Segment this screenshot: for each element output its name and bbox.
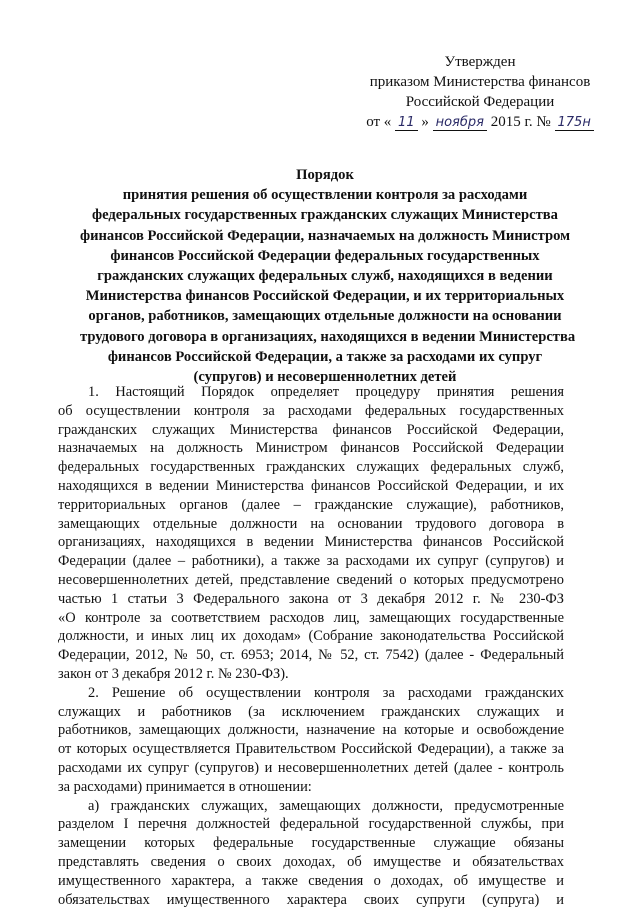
approval-line-3: Российской Федерации [405,94,555,110]
date-mid: » [421,114,429,130]
body-line: служащих и работников (за исключением гражданских служащих и [58,703,564,720]
body-line: работников, замещающих должности, назначение на которые и освобождение [58,722,564,739]
title-line: финансов Российской Федерации, а также за расходами их супруг [107,348,543,365]
approval-line-1: Утвержден [444,54,516,70]
body-line: Федерации (далее – работники), а также за расходами их супруг (супругов) и [58,553,564,570]
title-line: гражданских служащих федеральных служб, находящихся в ведении [97,268,553,285]
body-line: 1. Настоящий Порядок определяет процедуру принятия решения [88,384,564,400]
body-line: территориальных органов (далее – гражданские служащие), работников, [58,496,564,513]
title-line: органов, работников, замещающих отдельные должности на основании [88,308,562,325]
document-body [58,383,564,909]
title-line: Министерства финансов Российской Федерации, и их территориальных [85,288,565,305]
handwritten-number: 175н [555,116,594,131]
body-line: частью 1 статьи 3 Федерального закона от 3 декабря 2012 г. № 230-ФЗ [58,590,564,607]
body-line: от которых осуществляется Правительством Российской Федерации), а также за [58,741,564,758]
body-line: 2. Решение об осуществлении контроля за расходами гражданских [88,684,564,701]
body-line: расходами их супруг (супругов) и несовершеннолетних детей (далее - контроль [58,759,564,776]
body-line: Федерации, 2012, № 50, ст. 6953; 2014, № 52, ст. 7542) (далее - Федеральный [58,647,564,664]
body-line: имущественного характера, а также сведения о доходах, об имуществе и [58,872,564,889]
body-line: разделом I перечня должностей федеральной государственной службы, при [58,816,564,833]
body-line: несовершеннолетних детей, представление сведений о которых предусмотрено [58,571,564,588]
body-line: замещении которых федеральные государственные служащие обязаны [58,835,564,852]
title-heading: Порядок [296,167,354,183]
body-line: представлять сведения о своих доходах, об имуществе и обязательствах [58,853,564,870]
approval-block [340,52,620,132]
body-line: организациях, находящихся в ведении Министерства финансов Российской [58,534,564,551]
title-line: принятия решения об осуществлении контроля за расходами [122,187,528,204]
year-text: 2015 г. № [490,114,551,130]
body-line: федеральных государственных гражданских служащих федеральных служб, [58,459,564,476]
document-title [80,165,576,387]
body-line: закон от 3 декабря 2012 г. № 230-ФЗ). [58,665,289,682]
body-line: а) гражданских служащих, замещающих должности, предусмотренные [88,797,564,814]
title-line: трудового договора в организациях, находящихся в ведении Министерства [80,328,576,345]
body-line: должности, и иных лиц их доходам» (Собрание законодательства Российской [58,628,564,645]
approval-line-2: приказом Министерства финансов [369,74,591,90]
handwritten-day: 11 [395,116,418,131]
title-line: финансов Российской Федерации федеральных государственных [110,247,540,264]
title-line: федеральных государственных гражданских служащих Министерства [92,207,558,224]
body-line: замещающих отдельные должности на основании трудового договора в [58,515,564,532]
body-line: за расходами) принимается в отношении: [58,778,312,795]
date-prefix: от « [366,114,392,130]
body-line: обязательствах имущественного характера своих супруги (супруга) и [58,891,564,908]
body-line: «О контроле за соответствием расходов лиц, замещающих государственные [58,609,564,626]
handwritten-month: ноября [433,116,487,131]
title-line: (супругов) и несовершеннолетних детей [193,369,457,386]
body-line: гражданских служащих Министерства финансов Российской Федерации, [58,421,564,438]
approval-date-line [340,112,620,132]
body-line: назначаемых на должность Министром финансов Российской Федерации [58,440,564,457]
title-line: финансов Российской Федерации, назначаемых на должность Министром [80,227,571,244]
body-line: находящихся в ведении Министерства финансов Российской Федерации, и их [58,477,564,494]
body-line: об осуществлении контроля за расходами федеральных государственных [58,402,564,419]
